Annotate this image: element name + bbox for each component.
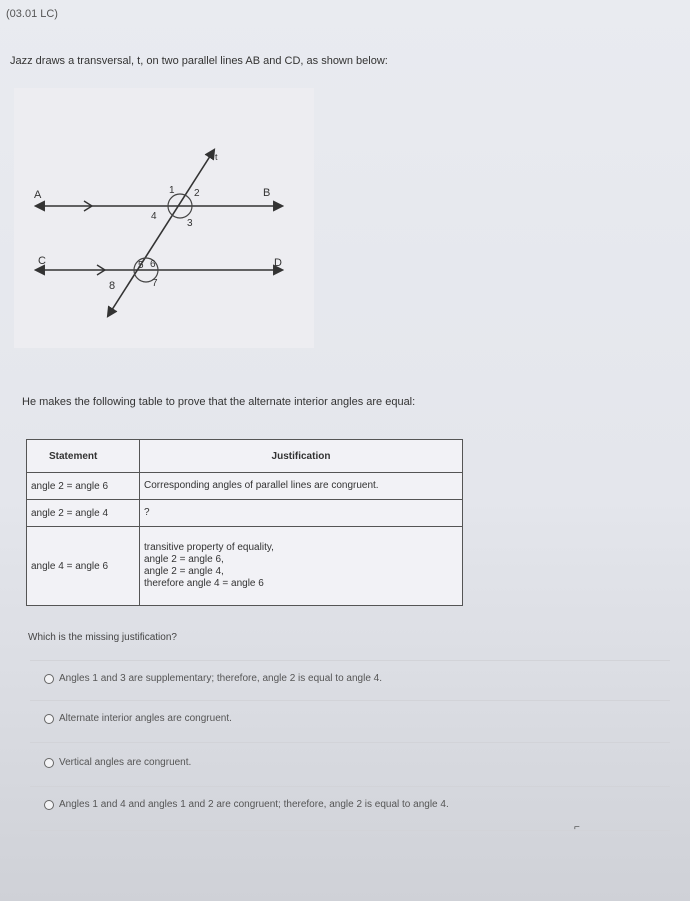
label-angle-1: 1	[169, 185, 175, 196]
missing-justification: ?	[144, 507, 150, 518]
radio-button[interactable]	[44, 758, 54, 768]
answer-option-3[interactable]	[44, 757, 191, 768]
option-label: Angles 1 and 3 are supplementary; therefore, angle 2 is equal to angle 4.	[59, 673, 382, 684]
option-label: Alternate interior angles are congruent.	[59, 713, 232, 724]
statement-cell: angle 2 = angle 4	[27, 500, 140, 527]
justification-line: Corresponding angles of parallel lines are congruent.	[144, 480, 379, 491]
label-a: A	[34, 189, 42, 201]
answer-option-2[interactable]	[44, 713, 232, 724]
label-angle-3: 3	[187, 218, 193, 229]
proof-table	[26, 439, 463, 606]
label-angle-7: 7	[152, 278, 158, 289]
label-angle-8: 8	[109, 280, 116, 292]
transversal-figure	[14, 88, 314, 348]
table-intro: He makes the following table to prove that the alternate interior angles are equal:	[22, 396, 416, 408]
label-c: C	[38, 255, 46, 267]
table-row	[27, 527, 463, 606]
justification-cell	[140, 473, 463, 500]
justification-cell	[140, 527, 463, 606]
radio-button[interactable]	[44, 674, 54, 684]
answer-option-1[interactable]	[44, 673, 382, 684]
justification-line: angle 2 = angle 6,	[144, 554, 224, 565]
label-angle-2: 2	[194, 188, 200, 199]
header-justification: Justification	[140, 440, 463, 473]
label-angle-4: 4	[151, 211, 157, 222]
answer-option-4[interactable]	[44, 799, 449, 810]
statement-cell: angle 4 = angle 6	[27, 527, 140, 606]
option-label: Angles 1 and 4 and angles 1 and 2 are congruent; therefore, angle 2 is equal to angle 4.	[59, 799, 449, 810]
transversal-t	[108, 150, 214, 316]
label-angle-6: 6	[150, 259, 156, 270]
question-text: Which is the missing justification?	[28, 632, 177, 643]
option-label: Vertical angles are congruent.	[59, 757, 192, 768]
table-row	[27, 473, 463, 500]
option-divider	[30, 660, 670, 661]
label-angle-5: 5	[138, 260, 144, 271]
table-row	[27, 500, 463, 527]
question-prompt: Jazz draws a transversal, t, on two parallel lines AB and CD, as shown below:	[10, 55, 388, 67]
table-header-row	[27, 440, 463, 473]
label-b: B	[263, 187, 271, 199]
cursor-mark: ⌐	[574, 822, 580, 833]
justification-line: angle 2 = angle 4,	[144, 566, 224, 577]
radio-button[interactable]	[44, 714, 54, 724]
option-divider	[30, 742, 670, 743]
option-divider	[30, 700, 670, 701]
justification-cell	[140, 500, 463, 527]
label-t: t	[215, 152, 218, 162]
label-d: D	[274, 257, 282, 269]
header-statement: Statement	[27, 440, 140, 473]
radio-button[interactable]	[44, 800, 54, 810]
statement-cell: angle 2 = angle 6	[27, 473, 140, 500]
justification-line: therefore angle 4 = angle 6	[144, 578, 264, 589]
justification-line: transitive property of equality,	[144, 542, 274, 553]
question-id: (03.01 LC)	[6, 8, 58, 20]
option-divider	[30, 786, 670, 787]
